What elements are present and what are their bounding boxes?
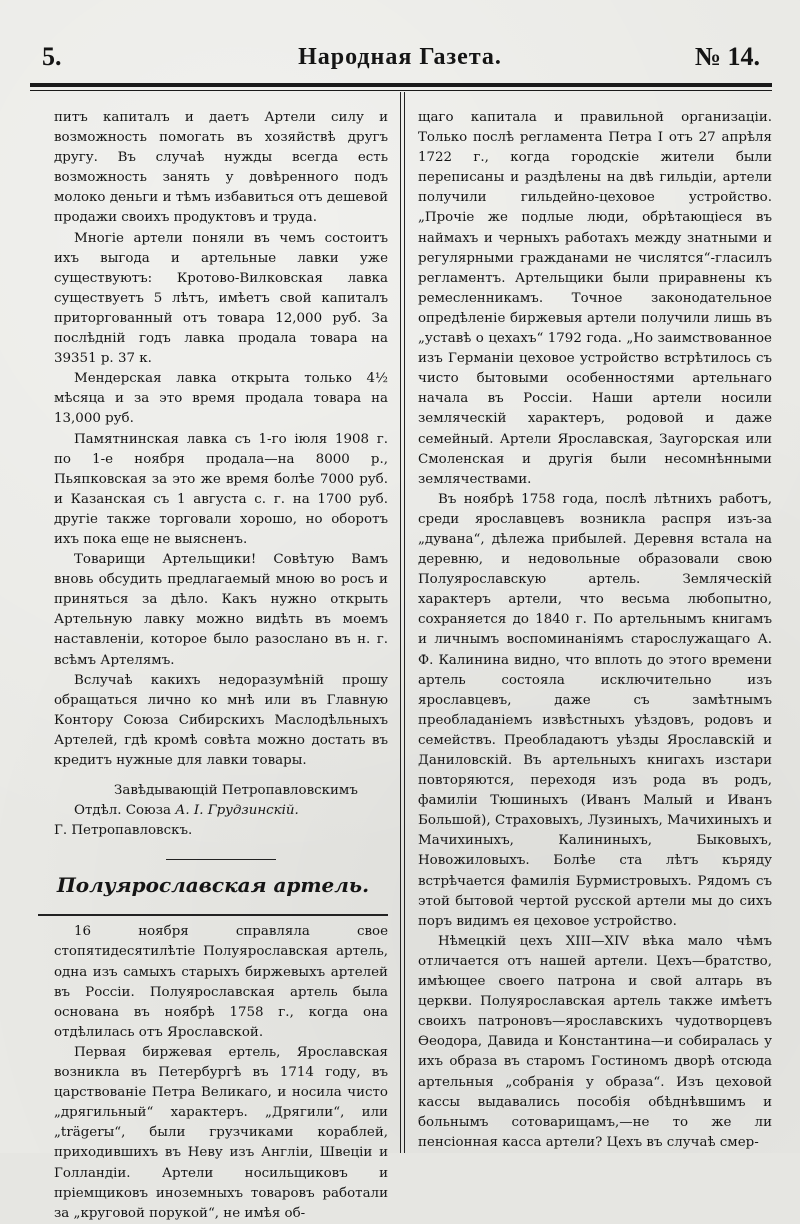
column-divider bbox=[400, 92, 405, 1153]
paragraph: Нѣмецкій цехъ XIII—XIV вѣка мало чѣмъ отличается отъ нашей артели. Цехъ—братство, имѣющее своего патрона и свой алтарь въ церкви. Полуярославская артель также имѣетъ своихъ патроновъ—ярославскихъ чудотворцевъ Ѳеодора, Давида и Константина—и собиралась у ихъ образа въ старомъ Гостиномъ дворѣ отсюда артельныя „собранія у образа“. Изъ цеховой кассы выдавались пособія обѣднѣвшимъ и больнымъ сотоварищамъ,—не то же ли пенсіонная касса артели? Цехъ въ случаѣ смер- bbox=[418, 933, 772, 1150]
paragraph: Многіе артели поняли въ чемъ состоитъ ихъ выгода и артельные лавки уже существуютъ: Кротово-Вилковская лавка существуетъ 5 лѣтъ, имѣетъ свой капиталъ приторгованный отъ товара 12,000 руб. За послѣдній годъ лавка продала товара на 39351 р. 37 к. bbox=[54, 230, 388, 367]
signature-signer: А. І. Грудзинскій. bbox=[175, 803, 299, 819]
signature-position: Завѣдывающій Петропавловскимъ bbox=[114, 783, 358, 799]
article-title: Полуярославская артель. bbox=[38, 870, 388, 916]
section-divider bbox=[166, 859, 276, 860]
paragraph: Первая биржевая ертель, Ярославская возникла въ Петербургѣ въ 1714 году, въ царствованіе Петра Великаго, и носила чисто „дрягильный“ характеръ. „Дрягили“, или „trägerы“, были грузчиками кораблей, приходившихъ въ Неву изъ Англіи, Швеціи и Голландіи. Артели носильщиковъ и пріемщиковъ иноземныхъ товаровъ работали за „круговой порукой“, не имѣя об- bbox=[54, 1044, 388, 1221]
signature-block bbox=[54, 781, 388, 841]
page-number: 5. bbox=[42, 42, 62, 71]
paragraph: Мендерская лавка открыта только 4½ мѣсяца и за это время продала товара на 13,000 руб. bbox=[54, 371, 388, 427]
signature-location: Г. Петропавловскъ. bbox=[54, 823, 193, 839]
paragraph: Въ ноябрѣ 1758 года, послѣ лѣтнихъ работъ, среди ярославцевъ возникла распря изъ-за „дувана“, дѣлежа прибылей. Деревня встала на деревню, и недовольные образовали свою Полуярославскую артель. Земляческій характеръ артели, что весьма любопытно, сохраняется до 1840 г. По артельнымъ книгамъ и личнымъ воспоминаніямъ старослужащаго А. Ф. Калинина видно, что вплоть до этого времени артель состояла исключительно изъ ярославцевъ, даже съ замѣтнымъ преобладаніемъ извѣстныхъ уѣздовъ, родовъ и семействъ. Преобладаютъ уѣзды Ярославскій и Даниловскій. Въ артельныхъ книгахъ изстари повторяются, переходя изъ рода въ родъ, фамиліи Тюшиныхъ (Иванъ Малый и Иванъ Большой), Страховыхъ, Лузиныхъ, Мачихиныхъ и Мачихиныхъ, Калининыхъ, Быковыхъ, Новожиловыхъ. Болѣе ста лѣтъ къряду встрѣчается фамилія Бурмистровыхъ. Рядомъ съ этой бытовой чертой русской артели мы до сихъ поръ видимъ ея цеховое устройство. bbox=[418, 491, 772, 929]
paragraph: Товарищи Артельщики! Совѣтую Вамъ вновь обсудить предлагаемый мною во росъ и приняться за дѣло. Какъ нужно открыть Артельную лавку можно видѣть въ моемъ наставленіи, которое было разослано въ н. г. всѣмъ Артелямъ. bbox=[54, 552, 388, 668]
header-rule-thick bbox=[30, 83, 772, 87]
paragraph: 16 ноября справляла свое стопятидесятилѣтіе Полуярославская артель, одна изъ самыхъ старыхъ биржевыхъ артелей въ Россіи. Полуярославская артель была основана въ ноябрѣ 1758 г., когда она отдѣлилась отъ Ярославской. bbox=[54, 924, 388, 1040]
paragraph: щаго капитала и правильной организаціи. Только послѣ регламента Петра I отъ 27 апрѣля 1722 г., когда городскіе жители были переписаны и раздѣлены на двѣ гильдіи, артели получили гильдейно-цеховое устройство. „Прочіе же подлые люди, обрѣтающіеся въ наймахъ и черныхъ работахъ между знатными и регулярными гражданами не числятся“-гласилъ регламентъ. Артельщики были приравнены къ ремесленникамъ. Точное законодательное опредѣленіе биржевыя артели получили лишь въ „уставѣ о цехахъ“ 1792 года. „Но заимствованное изъ Германіи цеховое устройство встрѣтилось съ чисто бытовыми особенностями артельнаго начала въ Россіи. Наши артели носили земляческій характеръ, родовой и даже семейный. Артели Ярославская, Заугорская или Смоленская и другія были несомнѣнными землячествами. bbox=[418, 110, 772, 487]
newspaper-title: Народная Газета. bbox=[298, 44, 502, 70]
issue-number: № 14. bbox=[694, 42, 760, 71]
right-column bbox=[418, 108, 772, 1153]
page-header bbox=[30, 42, 770, 82]
signature-department: Отдѣл. Союза bbox=[74, 803, 171, 819]
paragraph: Памятнинская лавка съ 1-го іюля 1908 г. по 1-е ноября продала—на 8000 р., Пьяпковская за это же время болѣе 7000 руб. и Казанская съ 1 августа с. г. на 1700 руб. другіе также торговали хорошо, но оборотъ ихъ пока еще не выясненъ. bbox=[54, 431, 388, 547]
paragraph: Вслучаѣ какихъ недоразумѣній прошу обращаться лично ко мнѣ или въ Главную Контору Союза Сибирскихъ Маслодѣльныхъ Артелей, гдѣ кромѣ совѣта можно достать въ кредитъ нужные для лавки товары. bbox=[54, 672, 388, 768]
paragraph: питъ капиталъ и даетъ Артели силу и возможность помогать въ хозяйствѣ другъ другу. Въ случаѣ нужды всегда есть возможность занять у довѣренного подъ молоко деньги и тѣмъ избавиться отъ дешевой продажи своихъ продуктовъ и труда. bbox=[54, 110, 388, 226]
header-rule-thin bbox=[30, 90, 772, 91]
left-column bbox=[54, 108, 388, 1221]
signature-department-line bbox=[54, 801, 388, 821]
